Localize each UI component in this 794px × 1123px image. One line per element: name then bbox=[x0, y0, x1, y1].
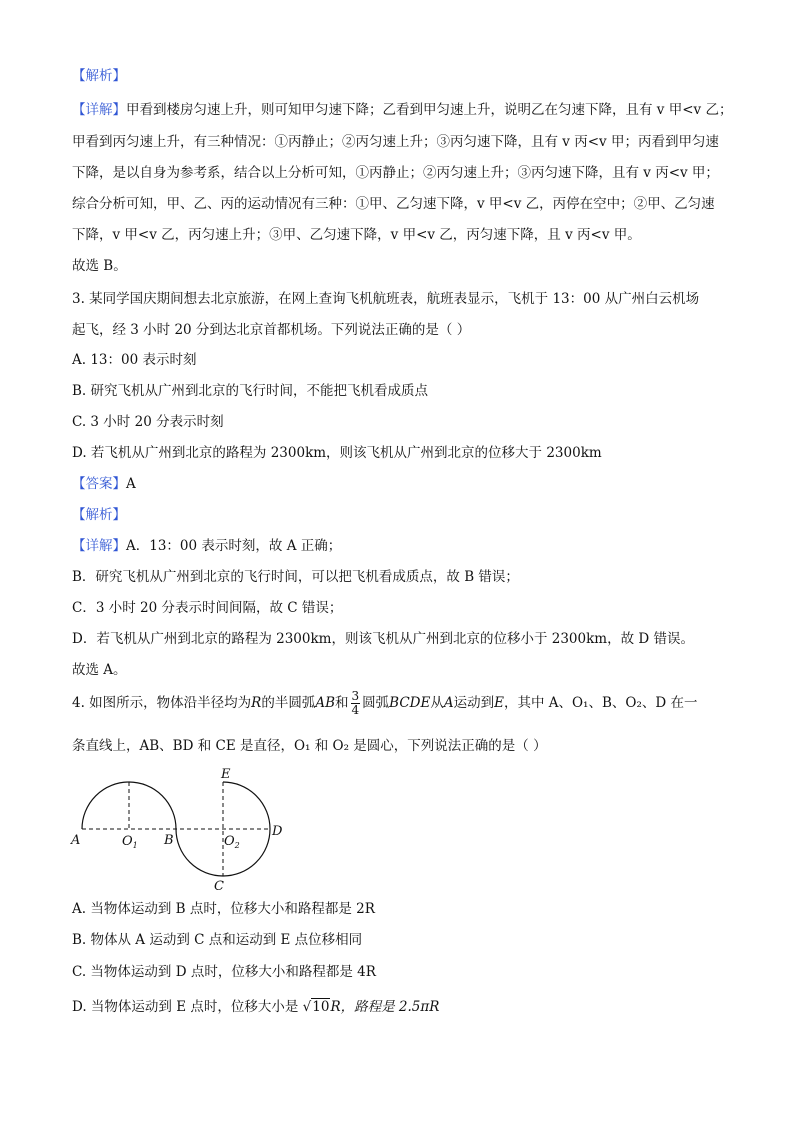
stem-text: 从 bbox=[430, 695, 444, 711]
option-a: A. 13：00 表示时刻 bbox=[72, 352, 197, 368]
explanation-line: C．3 小时 20 分表示时间间隔，故 C 错误； bbox=[72, 600, 343, 616]
explanation-line bbox=[72, 536, 341, 556]
explanation-line: 综合分析可知，甲、乙、丙的运动情况有三种：①甲、乙匀速下降，v 甲<v 乙，丙停在空中；②甲、乙匀速 bbox=[72, 196, 715, 212]
explanation-text: 甲看到楼房匀速上升，则可知甲匀速下降；乙看到甲匀速上升，说明乙在匀速下降，且有 v 甲<v 乙； bbox=[126, 102, 733, 118]
analysis-heading: 【解析】 bbox=[72, 68, 126, 84]
explanation-line: D．若飞机从广州到北京的路程为 2300km，则该飞机从广州到北京的位移小于 2300km，故 D 错误。 bbox=[72, 631, 694, 647]
option-text: D. 当物体运动到 E 点时，位移大小是 bbox=[72, 999, 303, 1015]
var-bcde: BCDE bbox=[389, 695, 431, 711]
explanation-line: 甲看到丙匀速上升，有三种情况：①丙静止；②丙匀速上升；③丙匀速下降，且有 v 丙<v 甲；丙看到甲匀速 bbox=[72, 134, 719, 150]
var-r: R bbox=[251, 695, 262, 711]
semicircle-figure bbox=[68, 762, 298, 897]
label-o2: $O_2$ bbox=[224, 834, 240, 850]
stem-text: 和 bbox=[335, 695, 349, 711]
option-a: A. 当物体运动到 B 点时，位移大小和路程都是 2R bbox=[72, 901, 375, 917]
detail-label: 【详解】 bbox=[72, 538, 126, 554]
label-a: A bbox=[71, 833, 81, 848]
var-a: A bbox=[443, 695, 454, 711]
answer-value: A bbox=[126, 476, 136, 492]
stem-text: 圆弧 bbox=[362, 695, 390, 711]
option-d: D. 若飞机从广州到北京的路程为 2300km，则该飞机从广州到北京的位移大于 2300km bbox=[72, 445, 602, 461]
conclusion-text: 故选 A。 bbox=[72, 662, 127, 678]
fraction-three-quarters bbox=[351, 690, 361, 717]
conclusion-text: 故选 B。 bbox=[72, 258, 127, 274]
option-b: B. 研究飞机从广州到北京的飞行时间，不能把飞机看成质点 bbox=[72, 383, 429, 399]
option-c: C. 当物体运动到 D 点时，位移大小和路程都是 4R bbox=[72, 964, 376, 980]
question-4-stem bbox=[72, 690, 698, 717]
question-4-stem: 条直线上，AB、BD 和 CE 是直径，O₁ 和 O₂ 是圆心，下列说法正确的是（ ） bbox=[72, 738, 547, 754]
option-c: C. 3 小时 20 分表示时刻 bbox=[72, 414, 224, 430]
question-3-stem: 3. 某同学国庆期间想去北京旅游，在网上查询飞机航班表，航班表显示，飞机于 13：00 从广州白云机场 bbox=[72, 291, 700, 307]
fraction-denominator: 4 bbox=[351, 703, 360, 717]
sqrt-symbol: √ bbox=[302, 999, 312, 1015]
analysis-heading: 【解析】 bbox=[72, 507, 126, 523]
option-text: R，路程是 2.5 bbox=[330, 999, 421, 1015]
detail-label: 【详解】 bbox=[72, 102, 126, 118]
option-text: R bbox=[429, 999, 440, 1015]
pi-symbol: π bbox=[420, 999, 430, 1015]
explanation-line: 下降，是以自身为参考系，结合以上分析可知，①丙静止；②丙匀速上升；③丙匀速下降，且有 v 丙<v 甲； bbox=[72, 165, 719, 181]
label-d: D bbox=[272, 824, 283, 839]
label-b: B bbox=[164, 833, 174, 848]
stem-text: 4. 如图所示，物体沿半径均为 bbox=[72, 695, 252, 711]
var-ab: AB bbox=[315, 695, 336, 711]
answer-label: 【答案】 bbox=[72, 476, 126, 492]
explanation-line bbox=[72, 100, 732, 120]
stem-text: 运动到 bbox=[453, 695, 495, 711]
fraction-numerator: 3 bbox=[351, 689, 360, 703]
explanation-text: A．13：00 表示时刻，故 A 正确； bbox=[126, 538, 342, 554]
explanation-line: 下降，v 甲<v 乙，丙匀速上升；③甲、乙匀速下降，v 甲<v 乙，丙匀速下降，且 v 丙<v 甲。 bbox=[72, 227, 641, 243]
sqrt-radicand: 10 bbox=[312, 999, 330, 1015]
answer-line bbox=[72, 474, 136, 494]
stem-text: ，其中 A、O₁、B、O₂、D 在一 bbox=[503, 695, 698, 711]
label-e: E bbox=[221, 767, 231, 782]
option-d bbox=[72, 997, 439, 1017]
label-o1: $O_1$ bbox=[122, 834, 138, 850]
stem-text: 的半圆弧 bbox=[261, 695, 316, 711]
label-c: C bbox=[214, 879, 224, 894]
option-b: B. 物体从 A 运动到 C 点和运动到 E 点位移相同 bbox=[72, 932, 363, 948]
question-3-stem: 起飞，经 3 小时 20 分到达北京首都机场。下列说法正确的是（ ） bbox=[72, 322, 471, 338]
var-e: E bbox=[494, 695, 504, 711]
explanation-line: B．研究飞机从广州到北京的飞行时间，可以把飞机看成质点，故 B 错误； bbox=[72, 569, 519, 585]
